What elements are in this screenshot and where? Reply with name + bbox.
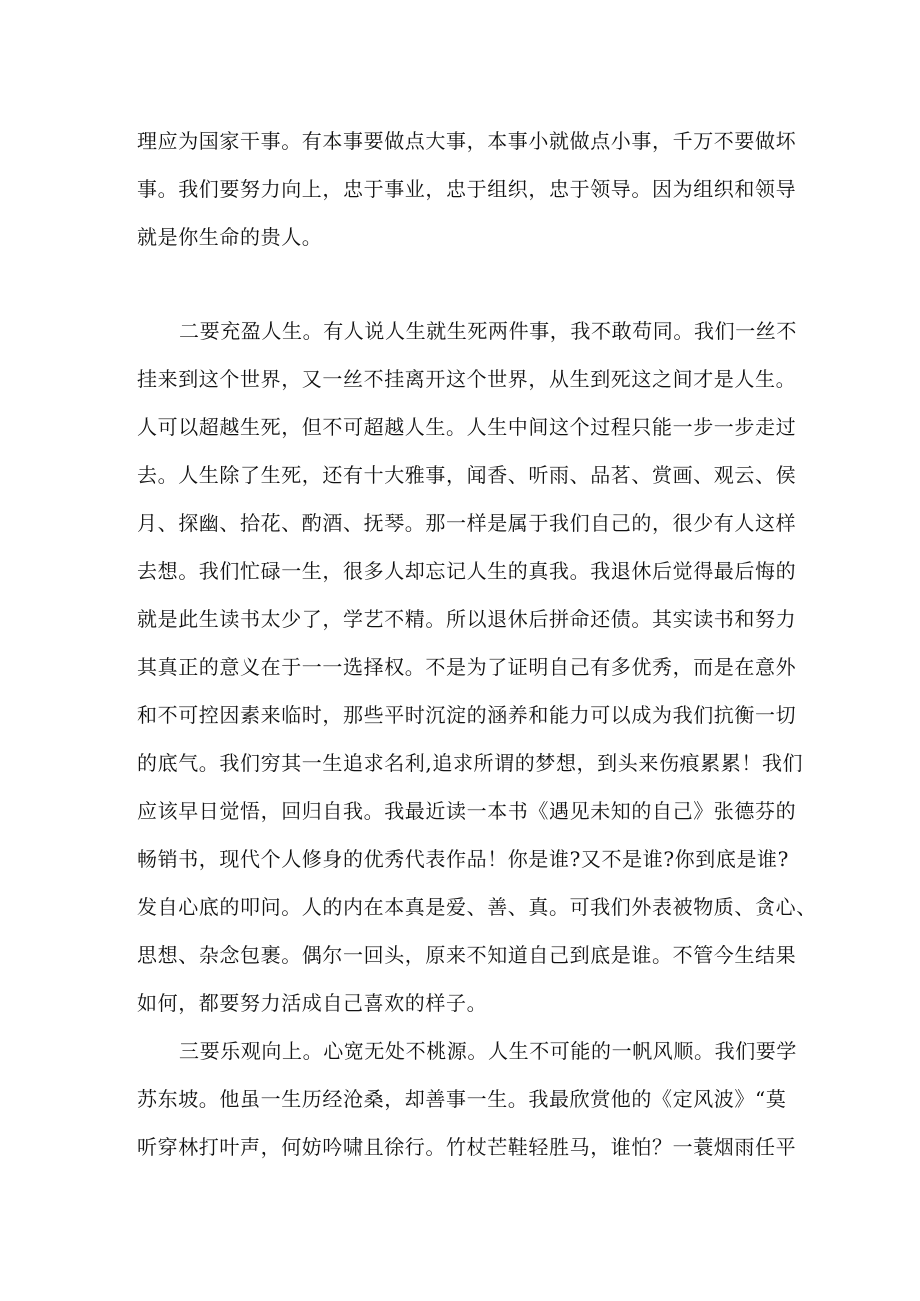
paragraph-2-line-1: 二要充盈人生。有人说人生就生死两件事，我不敢苟同。我们一丝不 <box>179 319 797 343</box>
paragraph-2-line-6: 去想。我们忙碌一生，很多人却忘记人生的真我。我退休后觉得最后悔的 <box>137 559 797 583</box>
paragraph-2-line-9: 和不可控因素来临时，那些平时沉淀的涵养和能力可以成为我们抗衡一切 <box>137 703 797 727</box>
paragraph-2-line-13: 发自心底的叩问。人的内在本真是爱、善、真。可我们外表被物质、贪心、 <box>137 895 817 919</box>
paragraph-2-line-5: 月、探幽、拾花、酌酒、抚琴。那一样是属于我们自己的，很少有人这样 <box>137 511 797 535</box>
paragraph-2-line-4: 去。人生除了生死，还有十大雅事，闻香、听雨、品茗、赏画、观云、侯 <box>137 463 797 487</box>
paragraph-1-line-1: 理应为国家干事。有本事要做点大事，本事小就做点小事，千万不要做坏 <box>137 129 797 153</box>
paragraph-2-line-10: 的底气。我们穷其一生追求名利,追求所谓的梦想，到头来伤痕累累！我们 <box>137 751 804 775</box>
paragraph-2-line-14: 思想、杂念包裹。偶尔一回头，原来不知道自己到底是谁。不管今生结果 <box>137 943 797 967</box>
paragraph-3-line-3: 听穿林打叶声，何妨吟啸且徐行。竹杖芒鞋轻胜马，谁怕？一蓑烟雨任平 <box>137 1135 797 1159</box>
paragraph-2-line-2: 挂来到这个世界，又一丝不挂离开这个世界，从生到死这之间才是人生。 <box>137 367 797 391</box>
paragraph-2-line-12: 畅销书，现代个人修身的优秀代表作品！你是谁?又不是谁?你到底是谁? <box>137 847 789 871</box>
paragraph-2-line-7: 就是此生读书太少了，学艺不精。所以退休后拼命还债。其实读书和努力 <box>137 607 797 631</box>
paragraph-2-line-15: 如何，都要努力活成自己喜欢的样子。 <box>137 991 488 1015</box>
paragraph-2-line-11: 应该早日觉悟，回归自我。我最近读一本书《遇见未知的自己》张德芬的 <box>137 799 797 823</box>
paragraph-1-line-3: 就是你生命的贵人。 <box>137 225 323 249</box>
paragraph-2-line-3: 人可以超越生死，但不可超越人生。人生中间这个过程只能一步一步走过 <box>137 415 797 439</box>
paragraph-2-line-8: 其真正的意义在于一一选择权。不是为了证明自己有多优秀，而是在意外 <box>137 655 797 679</box>
paragraph-3-line-1: 三要乐观向上。心宽无处不桃源。人生不可能的一帆风顺。我们要学 <box>179 1039 797 1063</box>
paragraph-1-line-2: 事。我们要努力向上，忠于事业，忠于组织，忠于领导。因为组织和领导 <box>137 177 797 201</box>
paragraph-3-line-2: 苏东坡。他虽一生历经沧桑，却善事一生。我最欣赏他的《定风波》“莫 <box>137 1087 787 1111</box>
